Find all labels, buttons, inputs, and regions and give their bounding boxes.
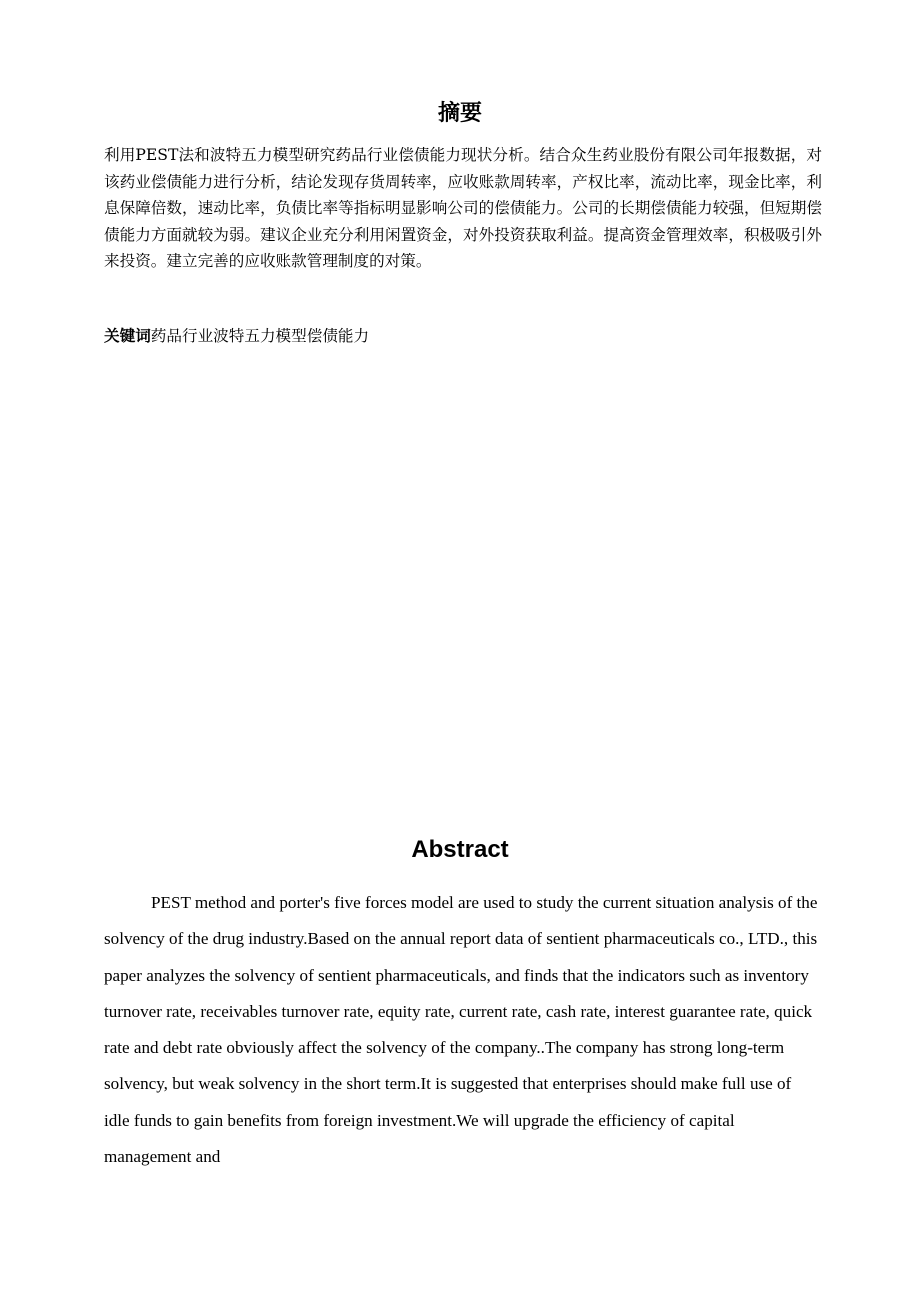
chinese-abstract-body: 利用PEST法和波特五力模型研究药品行业偿债能力现状分析。结合众生药业股份有限公司年报数据，对该药业偿债能力进行分析，结论发现存货周转率，应收账款周转率，产权比率，流动比率，现金比率，利息保障倍数，速动比率，负债比率等指标明显影响公司的偿债能力。公司的长期偿债能力较强，但短期偿债能力方面就较为弱。建议企业充分利用闲置资金，对外投资获取利益。提高资金管理效率，积极吸引外来投资。建立完善的应收账款管理制度的对策。 <box>104 146 822 271</box>
english-abstract-body: PEST method and porter's five forces model are used to study the current situation analysis of the solvency of the drug industry.Based on the annual report data of sentient pharmaceuticals co., LTD., this paper analyzes the solvency of sentient pharmaceuticals, and finds that the indicators such as inventory turnover rate, receivables turnover rate, equity rate, current rate, cash rate, interest guarantee rate, quick rate and debt rate obviously affect the solvency of the company..The company has strong long-term solvency, but weak solvency in the short term.It is suggested that enterprises should make full use of idle funds to gain benefits from foreign investment.We will upgrade the efficiency of capital management and <box>104 893 818 1167</box>
keywords-text: 药品行业波特五力模型偿债能力 <box>150 327 370 345</box>
keywords-label: 关键词 <box>104 327 151 345</box>
chinese-keywords-line <box>104 324 822 348</box>
chinese-abstract-title: 摘要 <box>437 101 482 126</box>
english-abstract-title: Abstract <box>411 836 509 863</box>
